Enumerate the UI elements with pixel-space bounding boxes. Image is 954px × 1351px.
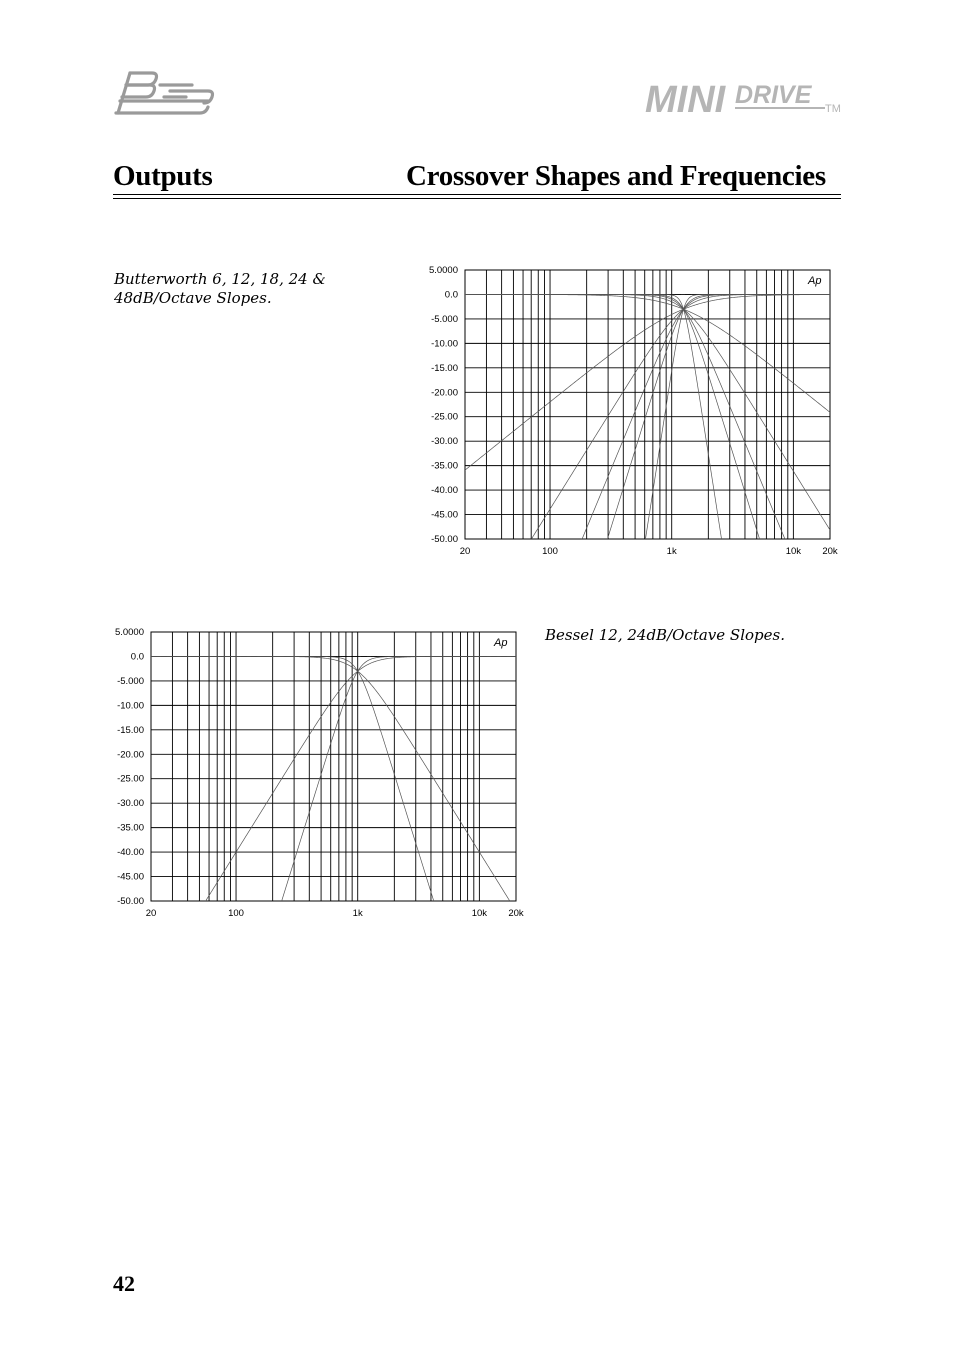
y-tick-label: 0.0 [130, 651, 144, 663]
y-tick-label: -15.00 [117, 724, 144, 736]
y-tick-label: -40.00 [117, 847, 144, 859]
minidrive-logo [645, 78, 845, 118]
series-curve [465, 294, 830, 563]
series-curve [465, 294, 830, 563]
header-rule-top [113, 194, 841, 195]
x-tick-label: 10k [471, 908, 488, 919]
series-curve [465, 294, 830, 563]
chart-curves [465, 294, 830, 563]
y-tick-label: -5.000 [431, 313, 458, 325]
y-tick-label: 5.0000 [114, 627, 144, 638]
series-curve [151, 656, 516, 925]
y-tick-label: -15.00 [431, 362, 458, 374]
series-curve [465, 294, 830, 563]
y-tick-label: -45.00 [117, 871, 144, 883]
y-tick-label: -5.000 [117, 675, 144, 687]
x-tick-label: 1k [666, 546, 677, 557]
y-tick-label: -20.00 [431, 387, 458, 399]
y-tick-label: -35.00 [431, 460, 458, 472]
section-title: Outputs [113, 160, 213, 192]
chart-grid [151, 632, 516, 901]
y-tick-label: 5.0000 [428, 265, 458, 276]
chart-grid [465, 270, 830, 539]
y-tick-label: -50.00 [431, 534, 458, 545]
y-tick-label: -10.00 [431, 338, 458, 350]
page-number: 42 [113, 1271, 135, 1296]
x-tick-label: 1k [352, 908, 363, 919]
y-tick-label: -25.00 [431, 411, 458, 423]
logo-tm-text: TM [825, 103, 841, 115]
x-tick-label: 10k [785, 546, 802, 557]
y-tick-label: -20.00 [117, 749, 144, 761]
y-tick-label: -30.00 [431, 436, 458, 448]
corner-mark: Ap [808, 275, 822, 287]
y-tick-label: -40.00 [431, 485, 458, 497]
x-tick-label: 100 [228, 908, 244, 919]
page-title: Crossover Shapes and Frequencies [406, 160, 826, 192]
x-tick-label: 20 [459, 546, 471, 557]
bessel-caption: Bessel 12, 24dB/Octave Slopes. [545, 626, 785, 644]
butterworth-chart [420, 258, 845, 563]
y-tick-label: -30.00 [117, 798, 144, 810]
series-curve [151, 656, 516, 925]
series-curve [465, 294, 830, 563]
header-rule-bottom [113, 198, 841, 199]
butterworth-caption: Butterworth 6, 12, 18, 24 & 48dB/Octave Slopes. [114, 270, 326, 307]
series-curve [465, 294, 830, 563]
corner-mark: Ap [494, 637, 508, 649]
series-curve [465, 294, 830, 563]
x-tick-label: 20 [145, 908, 157, 919]
bessel-chart [106, 620, 531, 925]
logo-mini-text: MINI [645, 79, 726, 118]
y-tick-label: -45.00 [431, 509, 458, 521]
y-tick-label: 0.0 [444, 289, 458, 301]
plot-frame [151, 632, 516, 901]
x-tick-label: 100 [542, 546, 558, 557]
y-tick-label: -10.00 [117, 700, 144, 712]
x-tick-label: 20k [822, 546, 838, 557]
bss-logo [112, 68, 218, 116]
chart-curves [151, 656, 516, 925]
y-tick-label: -25.00 [117, 773, 144, 785]
plot-frame [465, 270, 830, 539]
y-tick-label: -50.00 [117, 896, 144, 907]
series-curve [151, 656, 516, 925]
y-tick-label: -35.00 [117, 822, 144, 834]
series-curve [151, 656, 516, 911]
logo-drive-text: DRIVE [735, 81, 812, 109]
x-tick-label: 20k [508, 908, 524, 919]
series-curve [465, 294, 830, 530]
